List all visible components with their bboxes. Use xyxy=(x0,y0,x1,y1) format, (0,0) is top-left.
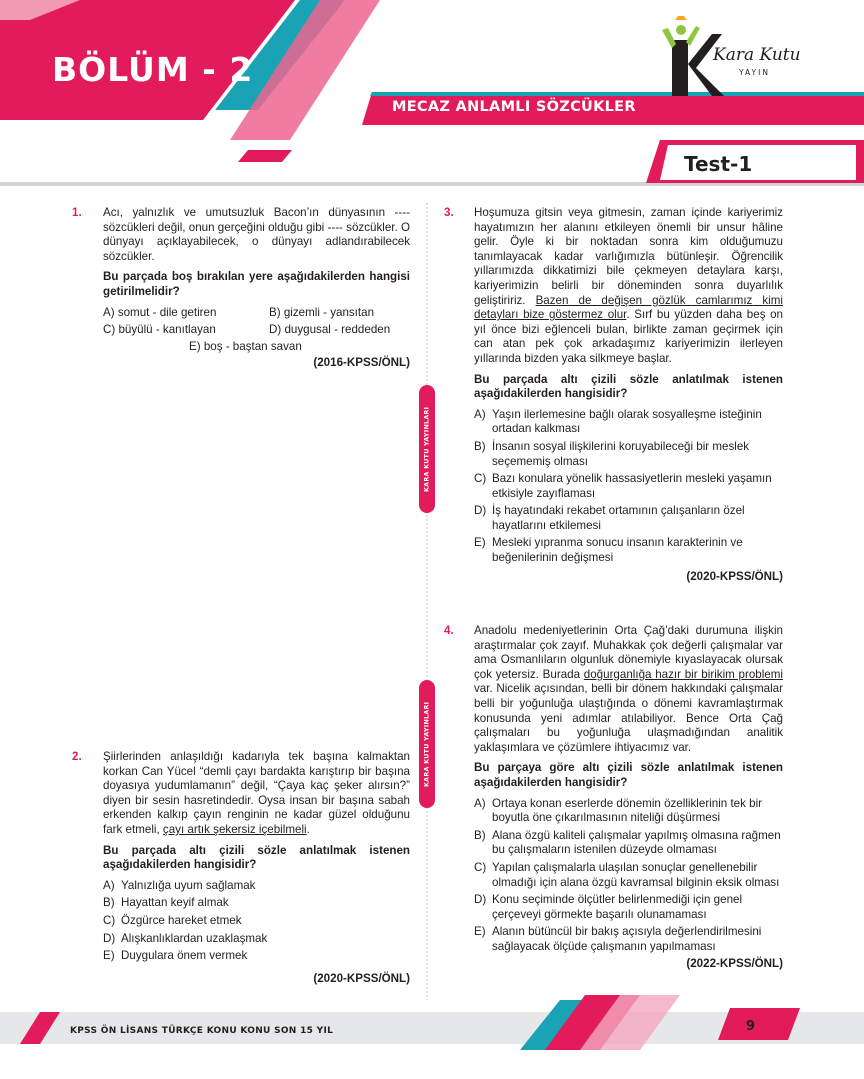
option-b[interactable]: B) gizemli - yansıtan xyxy=(269,305,375,319)
option-e[interactable]: E) Mesleki yıpranma sonucu insanın karakterinin ve beğenilerinin değişmesi xyxy=(474,536,743,565)
option-a[interactable]: A) Ortaya konan eserlerde dönemin özelliklerinin tek bir boyutla öne çıkarılmasının niteliği düşürmesi xyxy=(474,796,763,825)
question-2-number: 2. xyxy=(72,750,82,763)
option-b[interactable]: B) Hayattan keyif almak xyxy=(103,896,229,910)
page-number: 9 xyxy=(746,1019,756,1034)
question-4-underlined: doğurganlığa hazır bir birikim problemi xyxy=(583,667,783,681)
question-3-options xyxy=(474,408,783,566)
question-2 xyxy=(103,750,410,986)
question-3-number: 3. xyxy=(444,206,454,219)
question-3-underlined: Bazen de değişen gözlük camlarımız kimi detayları bize göstermez olur xyxy=(474,293,783,322)
option-e[interactable]: E) Alanın bütüncül bir bakış açısıyla değerlendirilmesini sağlayacak ölçüde çalışmanın yapılmaması xyxy=(474,925,762,953)
footer-title: KPSS ÖN LİSANS TÜRKÇE KONU KONU SON 15 YIL xyxy=(70,1026,334,1036)
chapter-title: BÖLÜM - 2 xyxy=(52,50,254,89)
question-2-underlined: çayı artık şekersiz içebilmeli xyxy=(162,822,307,836)
option-d[interactable]: D) Konu seçiminde ölçütler belirlenmediği için genel çerçeveyi görmekte başarılı olunamaması xyxy=(474,893,743,921)
question-1-options xyxy=(103,306,410,352)
option-b[interactable]: B) İnsanın sosyal ilişkilerini koruyabileceği bir meslek seçememiş olması xyxy=(474,439,750,468)
question-2-stem: Bu parçada altı çizili sözle anlatılmak istenen aşağıdakilerden hangisidir? xyxy=(103,843,410,872)
question-3-stem: Bu parçada altı çizili sözle anlatılmak istenen aşağıdakilerden hangisidir? xyxy=(474,372,783,401)
option-b[interactable]: B) Alana özgü kaliteli çalışmalar yapılmış olmasına rağmen bu çalışmaların istenilen düzeyde olmaması xyxy=(474,828,781,857)
option-a[interactable]: A) Yaşın ilerlemesine bağlı olarak sosyalleşme isteğinin ortadan kalkması xyxy=(474,407,762,436)
question-3-text: Hoşumuza gitsin veya gitmesin, zaman içinde kariyerimiz hayatımızın her alanını etkileyen önemli bir unsur hâline gelir. Öyle ki bir noktadan sonra kim olduğumuzu tanımlayacak kadar varlığımızla bütünleşir. Öğrencilik yıllarımızda dikkatimizi bile çekmeyen detaylara karşı, kariyerimizin belirli bir döneminden sonra duyarlılık geliştiririz. Bazen de değişen gözlük camlarımız kimi detayları bize göstermez olur. Sırf bu yüzden daha beş on yıl önce bizi eğlenceli bulan, birlikte zaman geçirmek için can atan pek çok arkadaşımız kariyerimizin ilerleyen yıllarında bizden yaka silkmeye başlar. xyxy=(474,206,784,365)
test-label: Test-1 xyxy=(684,152,753,176)
question-1-text: Acı, yalnızlık ve umutsuzluk Bacon’ın dünyasının ---- sözcükleri değil, onun gerçeğini olduğu gibi ---- sözcükler. O dünyayı açıklayabilecek, o dünyayı adlandırabilecek sözcükler. xyxy=(103,206,410,263)
question-4-text: Anadolu medeniyetlerinin Orta Çağ’daki durumuna ilişkin araştırmalar çok zayıf. Muhakkak çok değerli çalışmalar var ama Osmanlıların olgunluk dönemiyle kıyaslayacak olursak çok yetersiz. Burada doğurganlığa hazır bir birikim problemi var. Nicelik açısından, belli bir dönem hakkındaki çalışmalar belli bir yoğunluğa ulaştığında o dönemi kavramlaştırmak konusunda yeni adımlar atılabiliyor. Bence Orta Çağ çalışmaları bu yoğunluğa ulaşmadığından analitik yaklaşımlara ve çözümlere ihtiyacımız var. xyxy=(474,624,783,754)
question-4 xyxy=(474,624,783,972)
side-publisher-label-2: KARA KUTU YAYINLARI xyxy=(419,680,435,808)
question-1-stem: Bu parçada boş bırakılan yere aşağıdakilerden hangisi getirilmelidir? xyxy=(103,270,410,298)
topic-title: MECAZ ANLAMLI SÖZCÜKLER xyxy=(392,99,636,115)
small-stripe xyxy=(238,150,292,162)
question-2-text: Şiirlerinden anlaşıldığı kadarıyla tek başına kalmaktan korkan Can Yücel “demli çayı bardakta karıştırıp bir başına doyasıya yudumlamanın” değil, “Çaya kaç şeker alırsın?” diyen bir sesin hasretindedir. Oysa insan bir başına sabah erkenden kalkıp çayın renginin ne kadar güzel olduğunu fark etmeli, çayı artık şekersiz içebilmeli. xyxy=(103,750,410,836)
option-c[interactable]: C) Yapılan çalışmalarla ulaşılan sonuçlar genellenebilir olmadığı için alana özgü kavramsal bilginin eksik olması xyxy=(474,860,780,889)
question-4-number: 4. xyxy=(444,624,454,637)
question-3-source: (2020-KPSS/ÖNL) xyxy=(686,569,783,583)
question-1-source: (2016-KPSS/ÖNL) xyxy=(313,355,410,369)
topic-banner-top xyxy=(370,92,864,96)
question-4-stem: Bu parçaya göre altı çizili sözle anlatılmak istenen aşağıdakilerden hangisidir? xyxy=(474,761,783,789)
logo-subtitle: YAYIN xyxy=(739,68,770,77)
option-a[interactable]: A) Yalnızlığa uyum sağlamak xyxy=(103,878,256,892)
option-c[interactable]: C) Özgürce hareket etmek xyxy=(103,913,242,927)
logo-name: Kara Kutu xyxy=(713,45,801,65)
option-c[interactable]: C) Bazı konulara yönelik hassasiyetlerin mesleki yaşamın etkisiyle zayıflaması xyxy=(474,472,772,500)
option-d[interactable]: D) İş hayatındaki rekabet ortamının çalışanların özel hayatlarını etkilemesi xyxy=(474,504,745,532)
option-a[interactable]: A) somut - dile getiren xyxy=(103,305,217,319)
question-2-options xyxy=(103,879,410,964)
option-d[interactable]: D) Alışkanlıklardan uzaklaşmak xyxy=(103,931,268,945)
question-2-source: (2020-KPSS/ÖNL) xyxy=(313,971,410,985)
question-1 xyxy=(103,206,410,370)
option-c[interactable]: C) büyülü - kanıtlayan xyxy=(103,322,216,336)
option-e[interactable]: E) Duygulara önem vermek xyxy=(103,949,248,963)
question-3 xyxy=(474,206,783,584)
option-d[interactable]: D) duygusal - reddeden xyxy=(269,322,391,336)
question-1-number: 1. xyxy=(72,206,82,219)
option-e[interactable]: E) boş - baştan savan xyxy=(189,339,302,353)
side-publisher-label-1: KARA KUTU YAYINLARI xyxy=(419,385,435,513)
question-4-options xyxy=(474,797,783,955)
question-4-source: (2022-KPSS/ÖNL) xyxy=(686,957,783,971)
